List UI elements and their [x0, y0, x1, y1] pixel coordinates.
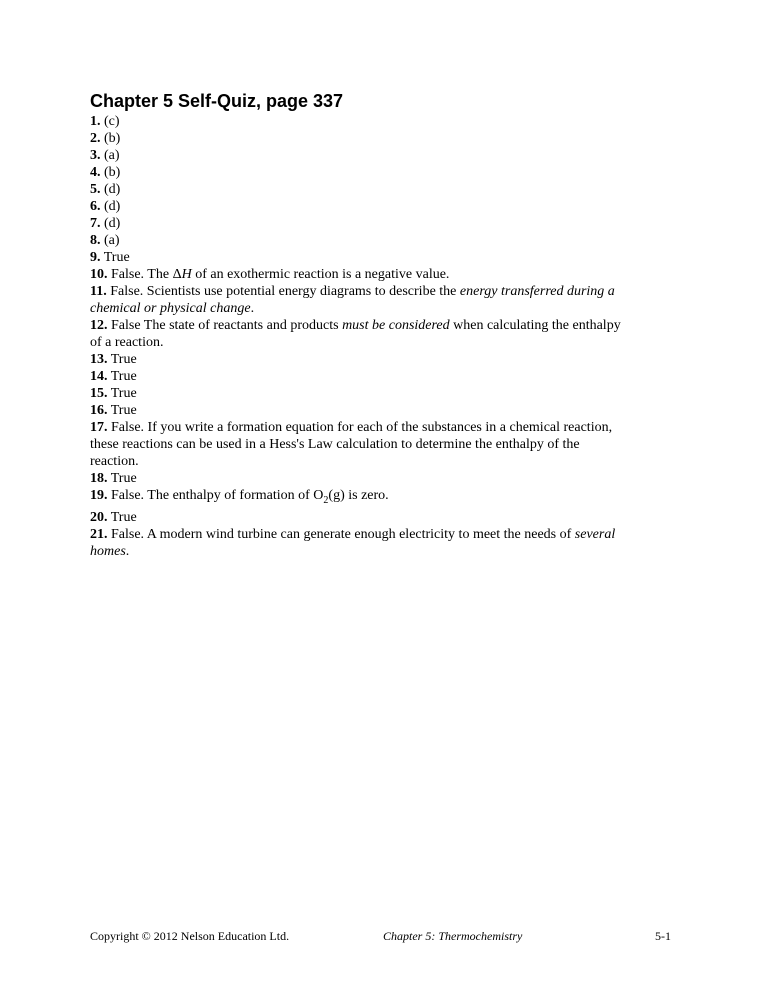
answer-item: [90, 419, 630, 470]
answer-text: (g) is zero.: [328, 488, 389, 503]
answer-item: [90, 249, 630, 266]
answer-text: (a): [100, 148, 120, 163]
answer-item: [90, 317, 630, 351]
answer-item: [90, 181, 630, 198]
answer-item: [90, 351, 630, 368]
answer-item: [90, 470, 630, 487]
answer-list: [90, 113, 630, 560]
answer-text: (d): [100, 182, 121, 197]
answer-text: True: [107, 352, 137, 367]
answer-text: True: [107, 471, 137, 486]
answer-text: H: [181, 267, 192, 282]
answer-number: 10.: [90, 267, 108, 282]
answer-text: False. If you write a formation equation for each of the substances in a chemical reaction, these reactions can be used in a Hess's Law calculation to determine the enthalpy of the reaction.: [90, 420, 613, 469]
answer-text: False. A modern wind turbine can generate enough electricity to meet the needs of: [107, 526, 575, 542]
answer-text: False. The Δ: [107, 267, 182, 282]
answer-number: 11.: [90, 284, 107, 299]
answer-number: 13.: [90, 352, 108, 367]
answer-number: 8.: [90, 233, 101, 248]
answer-number: 4.: [90, 165, 101, 180]
answer-item: [90, 198, 630, 215]
answer-number: 5.: [90, 182, 101, 197]
answer-text: when calculating the enthalpy of a reaction.: [90, 318, 621, 350]
answer-item: [90, 385, 630, 402]
answer-item: [90, 509, 630, 526]
answer-text: (d): [100, 199, 121, 214]
answer-number: 6.: [90, 199, 101, 214]
answer-number: 12.: [90, 318, 108, 333]
answer-text: False. Scientists use potential energy diagrams to describe the: [106, 284, 460, 299]
answer-item: [90, 164, 630, 181]
footer-page-number: 5-1: [655, 929, 671, 943]
answer-text: energy transferred during a chemical or physical change: [90, 284, 615, 316]
answer-item: [90, 487, 630, 509]
answer-text: (c): [100, 114, 120, 129]
answer-number: 9.: [90, 250, 101, 265]
answer-text: 2: [323, 494, 329, 506]
answer-number: 17.: [90, 420, 108, 435]
answer-text: True: [107, 386, 137, 401]
answer-number: 19.: [90, 488, 108, 503]
answer-text: (d): [100, 216, 121, 231]
answer-number: 16.: [90, 403, 108, 418]
answer-text: True: [100, 250, 130, 265]
answer-number: 14.: [90, 369, 108, 384]
answer-text: (b): [100, 165, 121, 180]
answer-item: [90, 232, 630, 249]
answer-number: 3.: [90, 148, 101, 163]
answer-text: False The state of reactants and products: [107, 318, 343, 333]
answer-item: [90, 113, 630, 130]
answer-item: [90, 526, 630, 560]
answer-text: (a): [100, 233, 120, 248]
answer-text: must be considered: [342, 318, 450, 333]
answer-item: [90, 368, 630, 385]
answer-number: 7.: [90, 216, 101, 231]
answer-text: .: [125, 543, 130, 559]
answer-item: [90, 266, 630, 283]
answer-item: [90, 402, 630, 419]
answer-number: 21.: [90, 526, 108, 542]
answer-text: of an exothermic reaction is a negative value.: [191, 267, 450, 282]
answer-text: several homes: [90, 526, 616, 559]
answer-text: True: [107, 403, 137, 418]
answer-text: False. The enthalpy of formation of O: [107, 488, 324, 503]
answer-item: [90, 215, 630, 232]
page-title: Chapter 5 Self-Quiz, page 337: [90, 91, 344, 111]
footer-copyright: Copyright © 2012 Nelson Education Ltd.: [90, 929, 290, 943]
answer-number: 18.: [90, 471, 108, 486]
answer-number: 1.: [90, 114, 101, 129]
answer-text: True: [107, 509, 137, 525]
answer-text: True: [107, 369, 137, 384]
answer-number: 2.: [90, 131, 101, 146]
answer-number: 20.: [90, 509, 108, 525]
answer-item: [90, 130, 630, 147]
answer-item: [90, 283, 630, 317]
answer-text: (b): [100, 131, 121, 146]
footer-chapter: Chapter 5: Thermochemistry: [383, 929, 523, 943]
answer-number: 15.: [90, 386, 108, 401]
answer-text: .: [250, 301, 255, 316]
answer-item: [90, 147, 630, 164]
